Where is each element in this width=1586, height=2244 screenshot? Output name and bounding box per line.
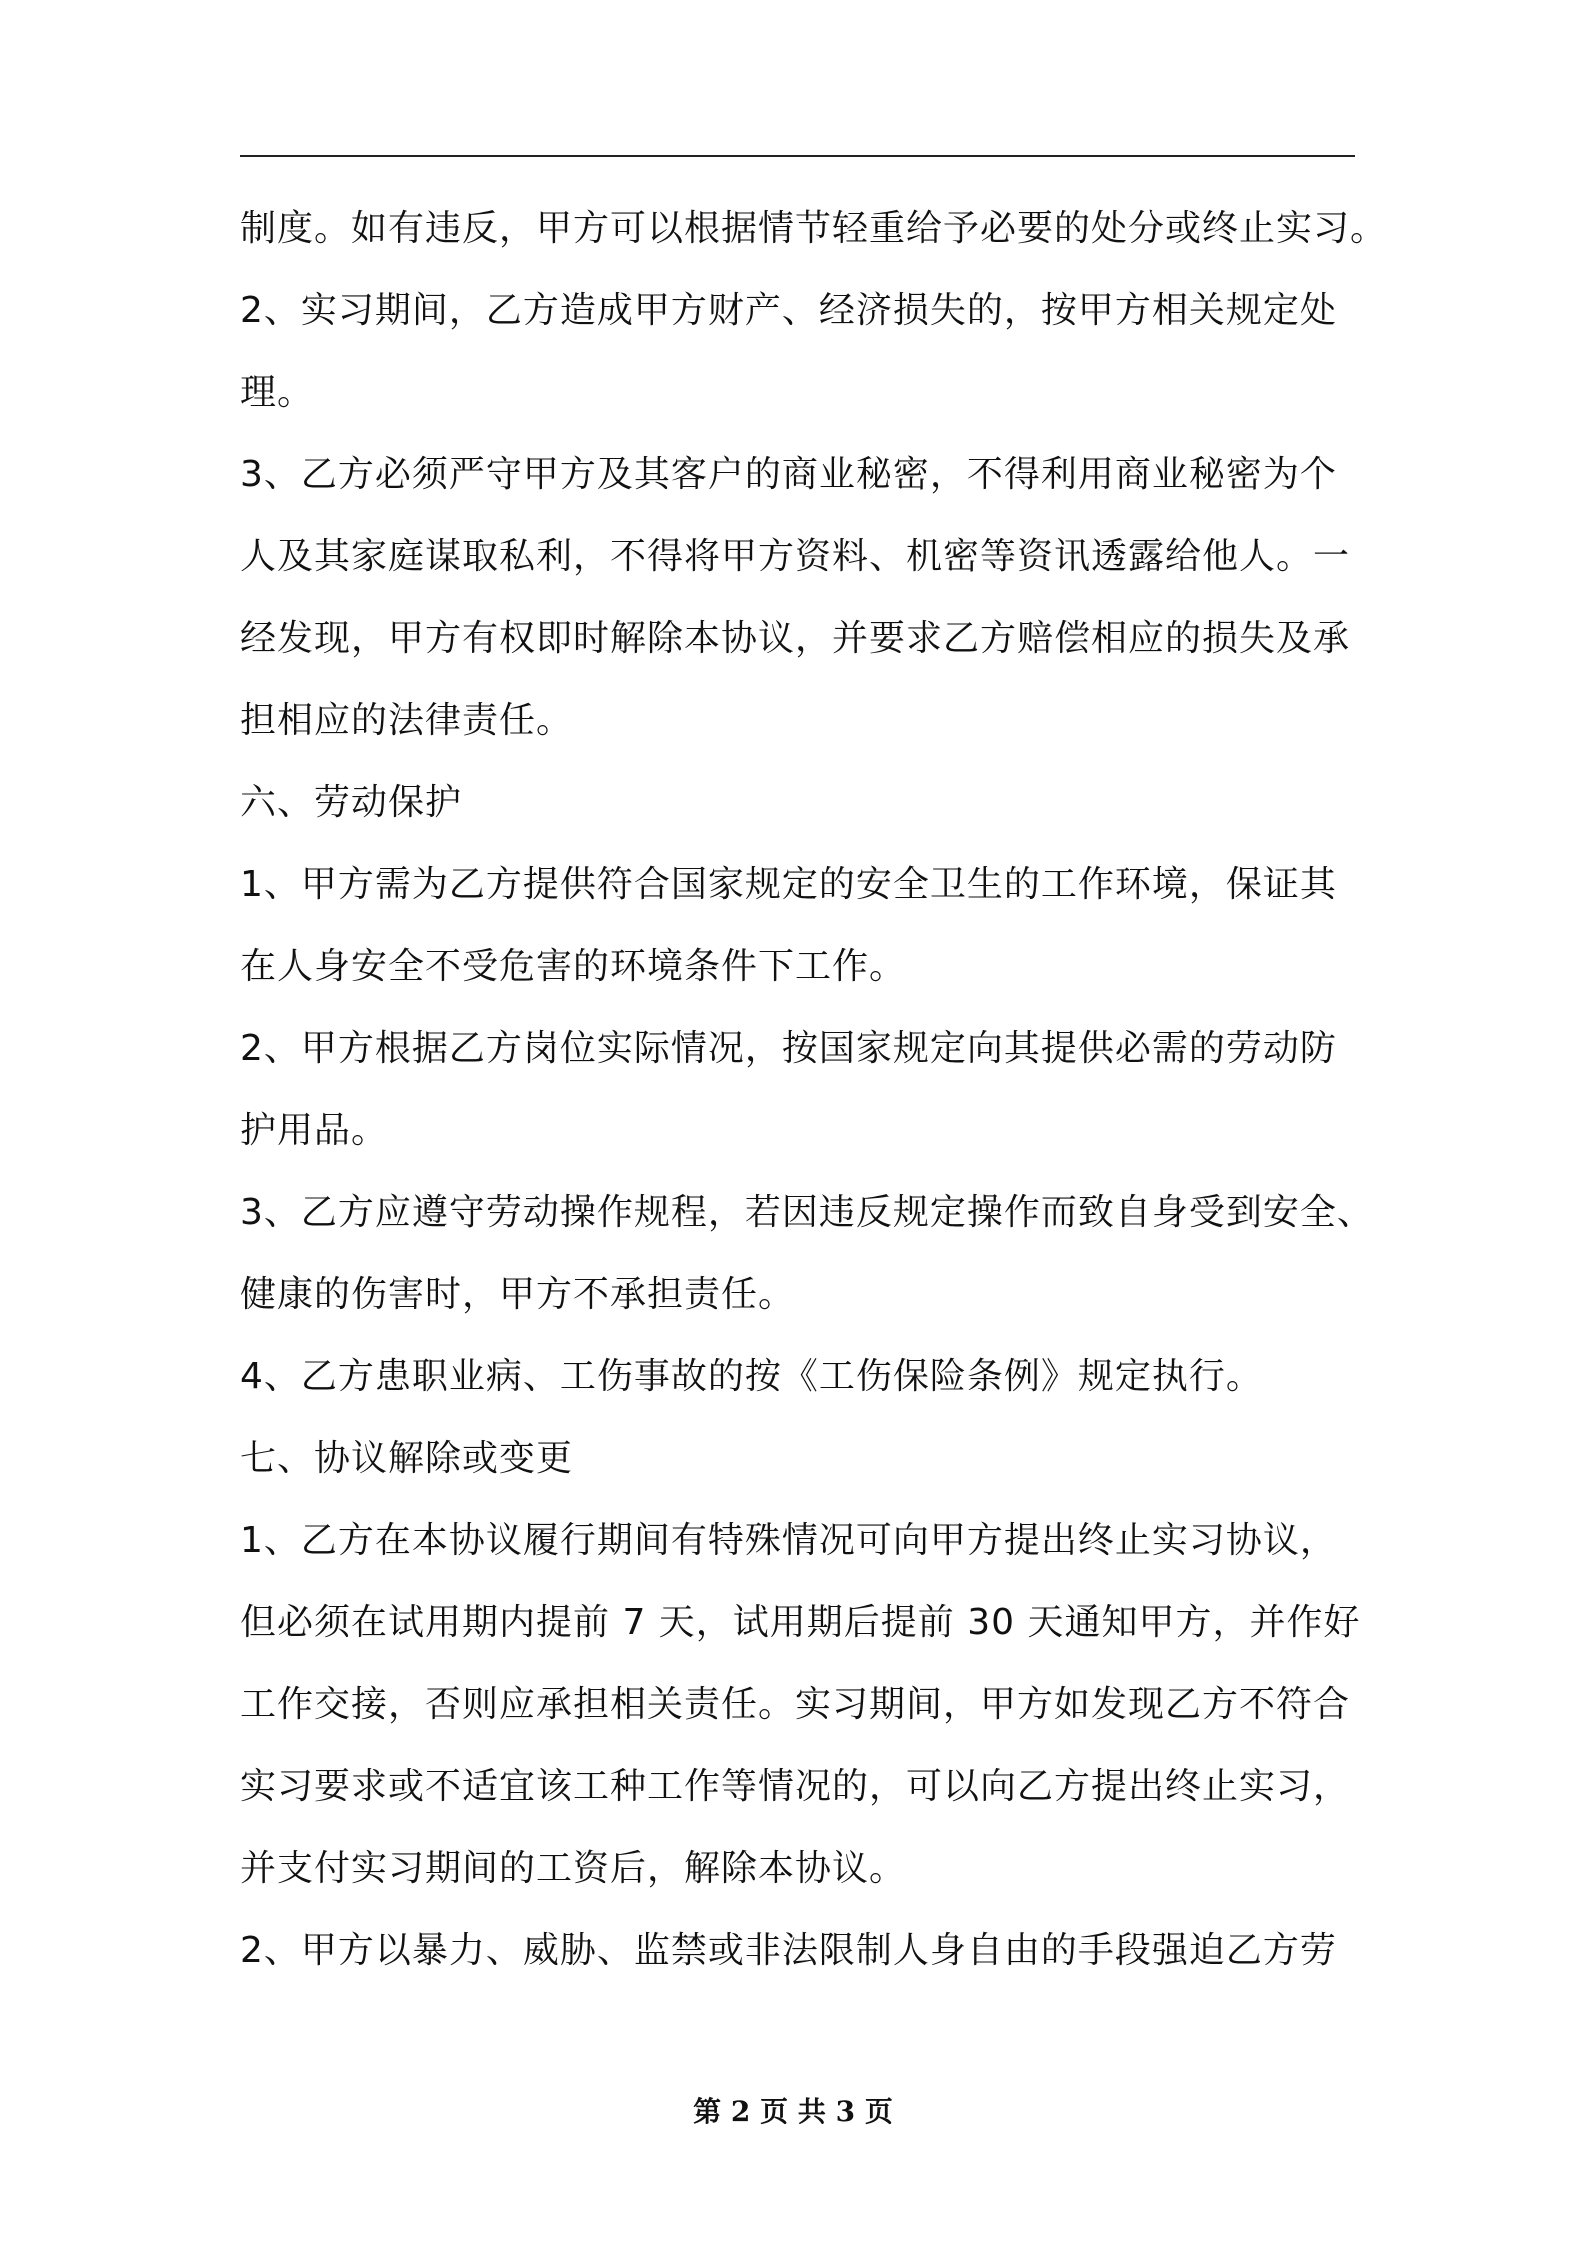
text-line: 并支付实习期间的工资后，解除本协议。 bbox=[240, 1848, 907, 1889]
text-line: 人及其家庭谋取私利，不得将甲方资料、机密等资讯透露给他人。一 bbox=[240, 536, 1351, 577]
text-line: 1、甲方需为乙方提供符合国家规定的安全卫生的工作环境，保证其 bbox=[240, 864, 1337, 905]
text-line: 但必须在试用期内提前 7 天，试用期后提前 30 天通知甲方，并作好 bbox=[240, 1602, 1361, 1643]
text-line: 实习要求或不适宜该工种工作等情况的，可以向乙方提出终止实习， bbox=[240, 1766, 1351, 1807]
text-line: 2、甲方根据乙方岗位实际情况，按国家规定向其提供必需的劳动防 bbox=[240, 1028, 1337, 1069]
text-line: 4、乙方患职业病、工伤事故的按《工伤保险条例》规定执行。 bbox=[240, 1356, 1263, 1397]
text-line: 经发现，甲方有权即时解除本协议，并要求乙方赔偿相应的损失及承 bbox=[240, 618, 1351, 659]
text-line: 理。 bbox=[240, 372, 315, 413]
text-line: 2、实习期间，乙方造成甲方财产、经济损失的，按甲方相关规定处 bbox=[240, 290, 1337, 331]
section-heading: 六、劳动保护 bbox=[240, 782, 463, 823]
text-line: 制度。如有违反，甲方可以根据情节轻重给予必要的处分或终止实习。 bbox=[240, 208, 1388, 249]
text-line: 1、乙方在本协议履行期间有特殊情况可向甲方提出终止实习协议， bbox=[240, 1520, 1337, 1561]
text-line: 健康的伤害时，甲方不承担责任。 bbox=[240, 1274, 796, 1315]
text-line: 在人身安全不受危害的环境条件下工作。 bbox=[240, 946, 907, 987]
text-line: 2、甲方以暴力、威胁、监禁或非法限制人身自由的手段强迫乙方劳 bbox=[240, 1930, 1337, 1971]
document-body bbox=[240, 198, 1388, 2002]
page-number-footer: 第 2 页 共 3 页 bbox=[693, 2095, 893, 2128]
section-heading: 七、协议解除或变更 bbox=[240, 1438, 574, 1479]
text-line: 担相应的法律责任。 bbox=[240, 700, 574, 741]
text-line: 3、乙方必须严守甲方及其客户的商业秘密，不得利用商业秘密为个 bbox=[240, 454, 1337, 495]
text-line: 护用品。 bbox=[240, 1110, 389, 1151]
text-line: 工作交接，否则应承担相关责任。实习期间，甲方如发现乙方不符合 bbox=[240, 1684, 1351, 1725]
text-line: 3、乙方应遵守劳动操作规程，若因违反规定操作而致自身受到安全、 bbox=[240, 1192, 1374, 1233]
header-rule bbox=[240, 155, 1355, 157]
